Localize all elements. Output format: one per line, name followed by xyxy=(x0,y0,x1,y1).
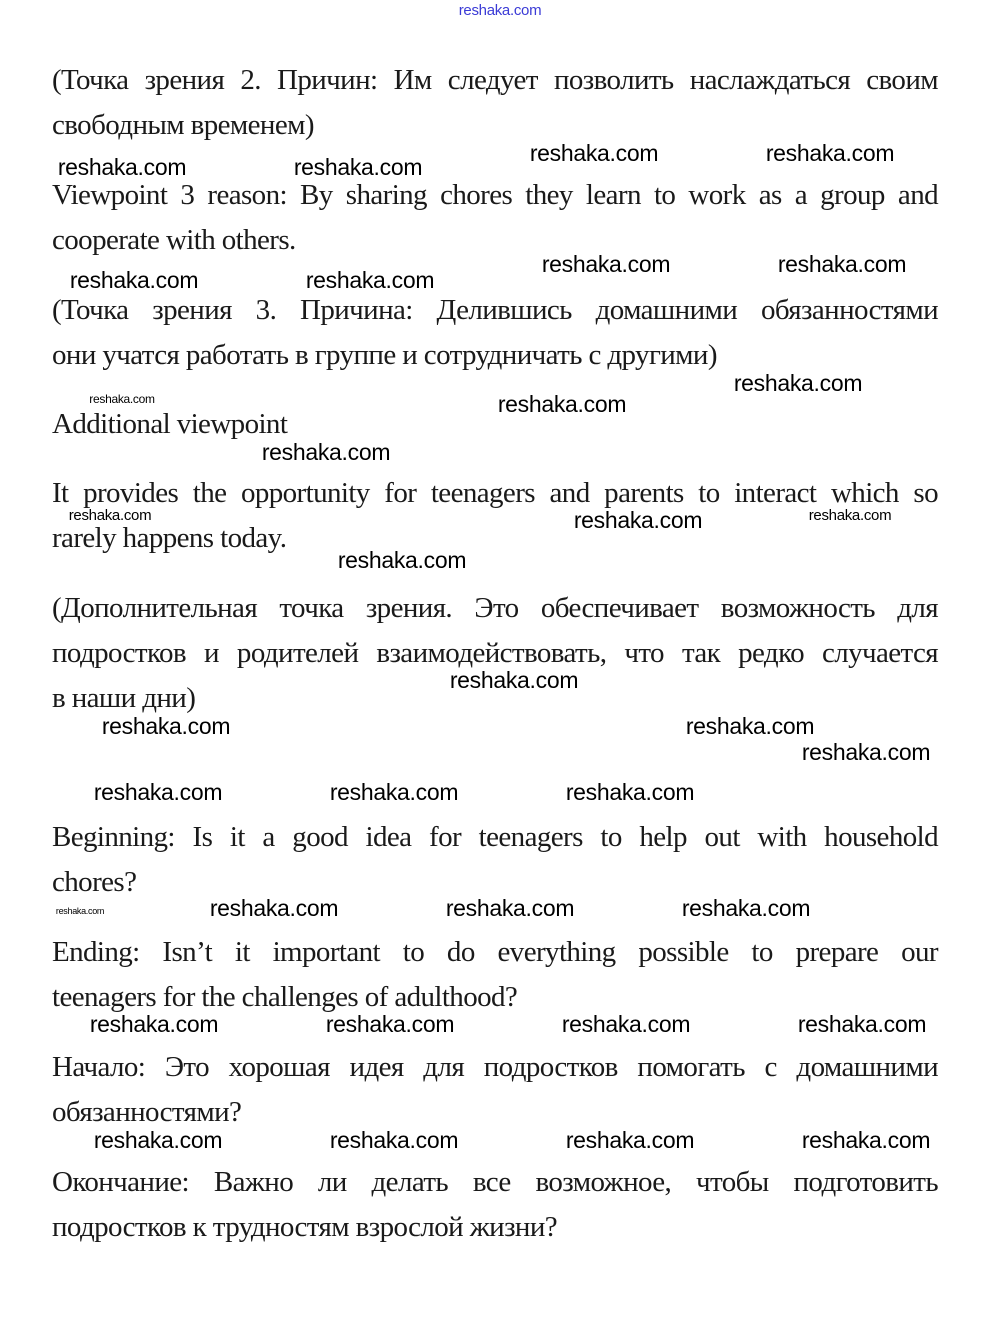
watermark: reshaka.com xyxy=(305,267,435,293)
watermark: reshaka.com xyxy=(209,895,339,921)
paragraph-6-line: (Дополнительная точка зрения. Это обеспечивает возможность для xyxy=(52,592,938,624)
watermark: reshaka.com xyxy=(561,1011,691,1037)
watermark: reshaka.com xyxy=(89,1011,219,1037)
paragraph-9-line: обязанностями? xyxy=(52,1096,242,1128)
watermark: reshaka.com xyxy=(497,391,627,417)
watermark: reshaka.com xyxy=(325,1011,455,1037)
watermark: reshaka.com xyxy=(57,154,187,180)
watermark: reshaka.com xyxy=(777,251,907,277)
watermark: reshaka.com xyxy=(337,547,467,573)
watermark: reshaka.com xyxy=(55,906,105,916)
watermark: reshaka.com xyxy=(449,667,579,693)
paragraph-10-line: Окончание: Важно ли делать все возможное, чтобы подготовить xyxy=(52,1166,938,1198)
watermark: reshaka.com xyxy=(458,2,542,19)
watermark: reshaka.com xyxy=(808,507,892,524)
paragraph-1-line: свободным временем) xyxy=(52,109,314,141)
watermark: reshaka.com xyxy=(801,1127,931,1153)
paragraph-1-line: (Точка зрения 2. Причин: Им следует позволить наслаждаться своим xyxy=(52,64,938,96)
watermark: reshaka.com xyxy=(329,1127,459,1153)
watermark: reshaka.com xyxy=(89,392,155,406)
watermark: reshaka.com xyxy=(541,251,671,277)
watermark: reshaka.com xyxy=(801,739,931,765)
watermark: reshaka.com xyxy=(573,507,703,533)
paragraph-5-line: rarely happens today. xyxy=(52,522,287,554)
watermark: reshaka.com xyxy=(529,140,659,166)
paragraph-9-line: Начало: Это хорошая идея для подростков помогать с домашними xyxy=(52,1051,938,1083)
paragraph-5-line: It provides the opportunity for teenagers and parents to interact which so xyxy=(52,477,938,509)
watermark: reshaka.com xyxy=(329,779,459,805)
paragraph-4-line: Additional viewpoint xyxy=(52,408,288,440)
paragraph-2-line: Viewpoint 3 reason: By sharing chores they learn to work as a group and xyxy=(52,179,938,211)
watermark: reshaka.com xyxy=(685,713,815,739)
paragraph-8-line: teenagers for the challenges of adulthood? xyxy=(52,981,518,1013)
watermark: reshaka.com xyxy=(797,1011,927,1037)
paragraph-7-line: Beginning: Is it a good idea for teenagers to help out with household xyxy=(52,821,938,853)
watermark: reshaka.com xyxy=(93,779,223,805)
watermark: reshaka.com xyxy=(93,1127,223,1153)
paragraph-6-line: подростков и родителей взаимодействовать, что так редко случается xyxy=(52,637,938,669)
watermark: reshaka.com xyxy=(765,140,895,166)
paragraph-10-line: подростков к трудностям взрослой жизни? xyxy=(52,1211,558,1243)
watermark: reshaka.com xyxy=(445,895,575,921)
watermark: reshaka.com xyxy=(69,267,199,293)
watermark: reshaka.com xyxy=(565,779,695,805)
watermark: reshaka.com xyxy=(261,439,391,465)
watermark: reshaka.com xyxy=(101,713,231,739)
paragraph-3-line: (Точка зрения 3. Причина: Делившись домашними обязанностями xyxy=(52,294,938,326)
watermark: reshaka.com xyxy=(565,1127,695,1153)
watermark: reshaka.com xyxy=(733,370,863,396)
watermark: reshaka.com xyxy=(293,154,423,180)
watermark: reshaka.com xyxy=(681,895,811,921)
paragraph-8-line: Ending: Isn’t it important to do everything possible to prepare our xyxy=(52,936,938,968)
paragraph-2-line: cooperate with others. xyxy=(52,224,296,256)
watermark: reshaka.com xyxy=(68,507,152,524)
paragraph-7-line: chores? xyxy=(52,866,137,898)
paragraph-3-line: они учатся работать в группе и сотрудничать с другими) xyxy=(52,339,717,371)
paragraph-6-line: в наши дни) xyxy=(52,682,196,714)
